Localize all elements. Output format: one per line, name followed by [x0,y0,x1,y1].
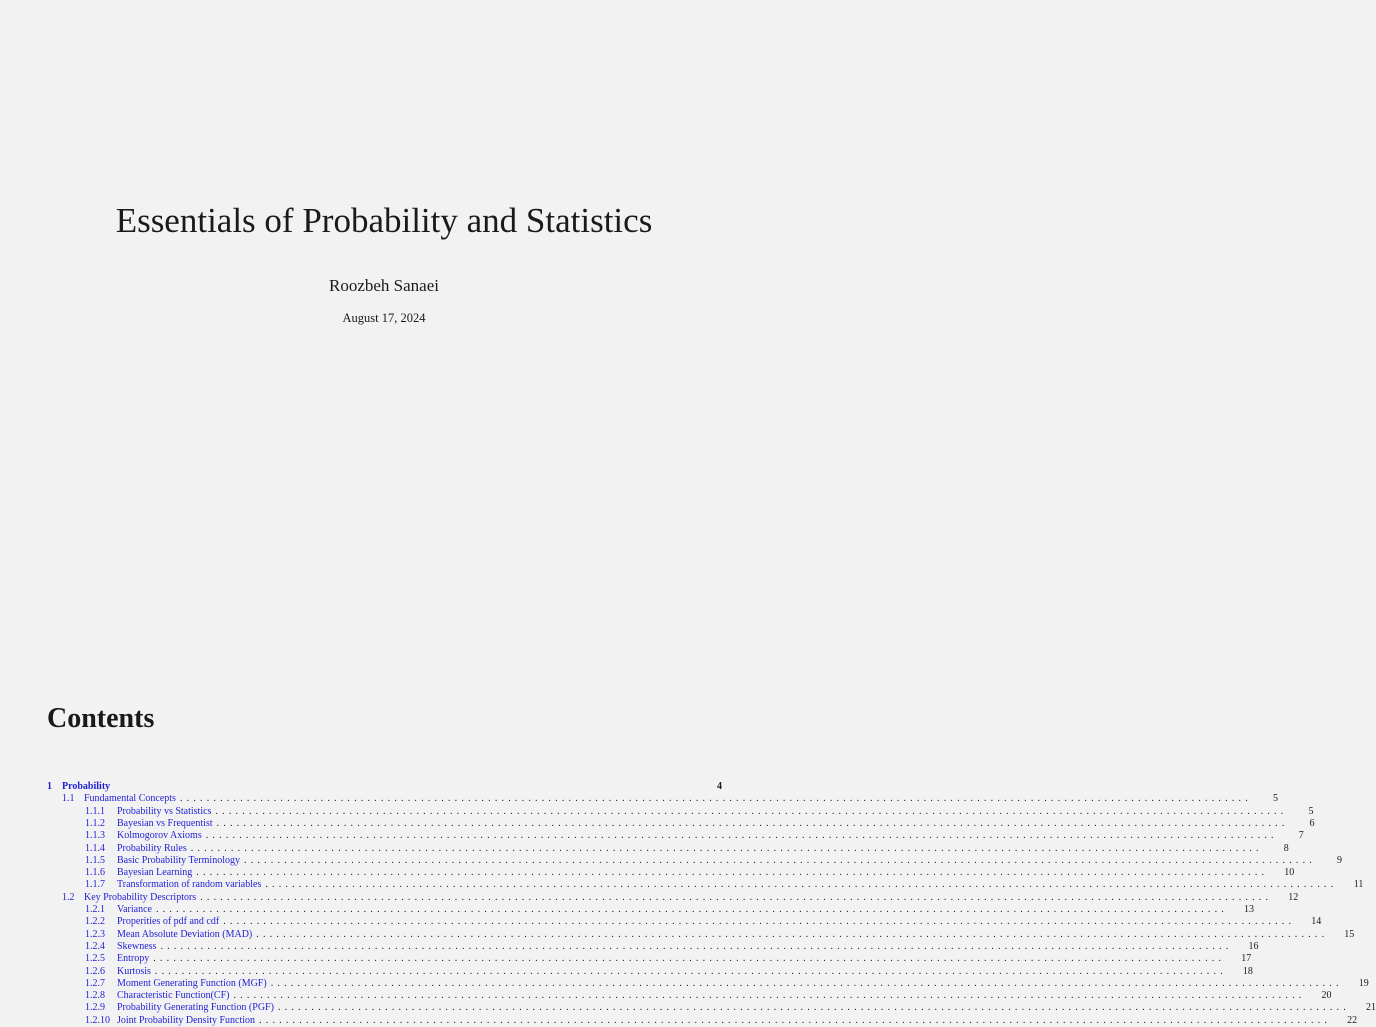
toc-entry-page: 19 [1358,977,1369,989]
toc-entry-number: 1.2.6 [85,965,105,977]
toc-dot-leader: ................................................................................................................................................................ [155,904,1228,915]
toc-dot-leader: ................................................................................................................................................................ [215,805,1288,817]
toc-entry[interactable] [85,830,1304,842]
toc-entry-title[interactable]: Skewness [117,940,157,952]
toc-dot-leader: ................................................................................................................................................................ [154,965,1227,977]
document-author: Roozbeh Sanaei [329,276,439,295]
toc-entry[interactable] [85,916,1322,928]
toc-entry-number: 1.1.5 [85,854,105,866]
toc-entry-number: 1.2.2 [85,916,105,928]
toc-entry[interactable] [85,940,1259,953]
toc-entry-page: 6 [1309,817,1315,829]
toc-dot-leader: ................................................................................................................................................................ [216,817,1289,829]
toc-entry[interactable] [85,817,1315,830]
toc-dot-leader: ................................................................................................................................................................ [160,940,1233,952]
toc-entry-page: 5 [1308,805,1314,817]
toc-entry-page: 22 [1347,1014,1358,1026]
toc-entry[interactable] [62,891,1299,904]
toc-entry[interactable] [85,965,1253,978]
toc-entry-title[interactable]: Kolmogorov Axioms [117,830,202,842]
toc-entry-page: 15 [1344,928,1355,940]
toc-dot-leader: ................................................................................................................................................................ [277,1002,1350,1014]
document-date: August 17, 2024 [342,311,426,325]
toc-entry[interactable] [85,990,1332,1002]
toc-entry-page: 4 [717,781,722,792]
toc-entry-number: 1.1.6 [85,867,105,879]
toc-entry-title[interactable]: Moment Generating Function (MGF) [117,977,267,989]
toc-entry[interactable] [85,904,1254,916]
toc-entry-number: 1 [47,781,52,792]
toc-entry-number: 1.1.3 [85,830,105,842]
toc-entry-page: 17 [1241,953,1252,965]
toc-entry-title[interactable]: Mean Absolute Deviation (MAD) [117,928,253,940]
toc-entry-number: 1.1.2 [85,817,105,829]
toc-entry-number: 1.2.3 [85,928,105,940]
toc-entry-page: 20 [1321,990,1332,1002]
toc-entry-title[interactable]: Key Probability Descriptors [84,891,197,903]
toc-heading: Contents [47,703,155,734]
toc-entry-title[interactable]: Probability vs Statistics [117,805,212,817]
toc-entry[interactable] [85,867,1295,879]
document-title: Essentials of Probability and Statistics [115,201,653,240]
toc-entry-number: 1.2.1 [85,904,105,915]
toc-entry-number: 1.2.5 [85,953,105,965]
toc-dot-leader: ................................................................................................................................................................ [259,1014,1332,1026]
toc-entry-title[interactable]: Characteristic Function(CF) [117,990,230,1002]
toc-entry-title[interactable]: Joint Probability Density Function [117,1014,256,1026]
toc-entry-title[interactable]: Variance [117,904,152,915]
toc-entry-number: 1.2.9 [85,1002,105,1014]
toc-entry-page: 5 [1272,793,1278,805]
toc-entry-number: 1.2.7 [85,977,105,989]
toc-entry-number: 1.1 [62,793,75,805]
toc-entry-number: 1.1.1 [85,805,105,817]
toc-entry[interactable] [85,879,1364,891]
toc-dot-leader: ................................................................................................................................................................ [233,990,1306,1002]
toc-entry-number: 1.2 [62,891,75,903]
toc-entry-page: 11 [1353,879,1364,891]
toc-entry-title[interactable]: Entropy [117,953,150,965]
toc-entry-number: 1.1.7 [85,879,105,891]
toc-dot-leader: ................................................................................................................................................................ [153,953,1226,965]
toc-entry-number: 1.1.4 [85,842,105,854]
toc-entry[interactable] [85,1002,1376,1014]
toc-entry-title[interactable]: Fundamental Concepts [84,793,176,805]
toc-entry-page: 9 [1337,854,1342,866]
toc-chapter-entry[interactable] [47,781,722,793]
toc-dot-leader: ................................................................................................................................................................ [244,854,1316,866]
toc-entry-page: 14 [1311,916,1322,928]
toc-entry-title[interactable]: Probability Rules [117,842,187,854]
toc-entry-title[interactable]: Transformation of random variables [117,879,262,891]
toc-entry[interactable] [85,928,1355,941]
toc-dot-leader: ................................................................................................................................................................ [179,793,1252,805]
toc-entry-number: 1.2.4 [85,940,105,952]
toc-dot-leader: ................................................................................................................................................................ [223,916,1296,928]
toc-entry[interactable] [85,953,1252,965]
toc-dot-leader: ................................................................................................................................................................ [196,867,1269,879]
toc-entry-page: 12 [1288,891,1299,903]
toc-entry-title[interactable]: Probability Generating Function (PGF) [117,1002,274,1014]
toc-entry[interactable] [85,805,1314,818]
toc-entry[interactable] [62,793,1278,805]
toc-entry-title[interactable]: Probability [62,781,111,792]
toc-entry[interactable] [85,842,1289,855]
toc-entry-page: 16 [1248,940,1259,952]
toc-entry-number: 1.2.8 [85,990,105,1002]
toc-entry-page: 18 [1242,965,1253,977]
toc-entry[interactable] [85,977,1369,990]
toc-dot-leader: ................................................................................................................................................................ [270,977,1343,989]
toc-entry-title[interactable]: Properities of pdf and cdf [117,916,220,928]
toc-entry-page: 7 [1298,830,1304,842]
toc-entry[interactable] [85,1014,1358,1027]
toc-dot-leader: ................................................................................................................................................................ [200,891,1273,903]
toc-entry-title[interactable]: Basic Probability Terminology [117,854,240,866]
toc-entry-number: 1.2.10 [85,1014,110,1026]
toc-entry-title[interactable]: Bayesian vs Frequentist [117,817,213,829]
toc-entry-page: 10 [1284,867,1295,879]
toc-dot-leader: ................................................................................................................................................................ [190,842,1263,854]
toc-entry-page: 21 [1365,1002,1376,1014]
toc-dot-leader: ................................................................................................................................................................ [205,830,1278,842]
toc-dot-leader: ................................................................................................................................................................ [256,928,1329,940]
toc-entry-title[interactable]: Bayesian Learning [117,867,193,879]
toc-entry-title[interactable]: Kurtosis [117,965,151,977]
toc-entry[interactable] [85,854,1342,867]
toc-entry-page: 13 [1243,904,1254,915]
toc-entry-page: 8 [1283,842,1289,854]
toc-dot-leader: ................................................................................................................................................................ [265,879,1338,891]
